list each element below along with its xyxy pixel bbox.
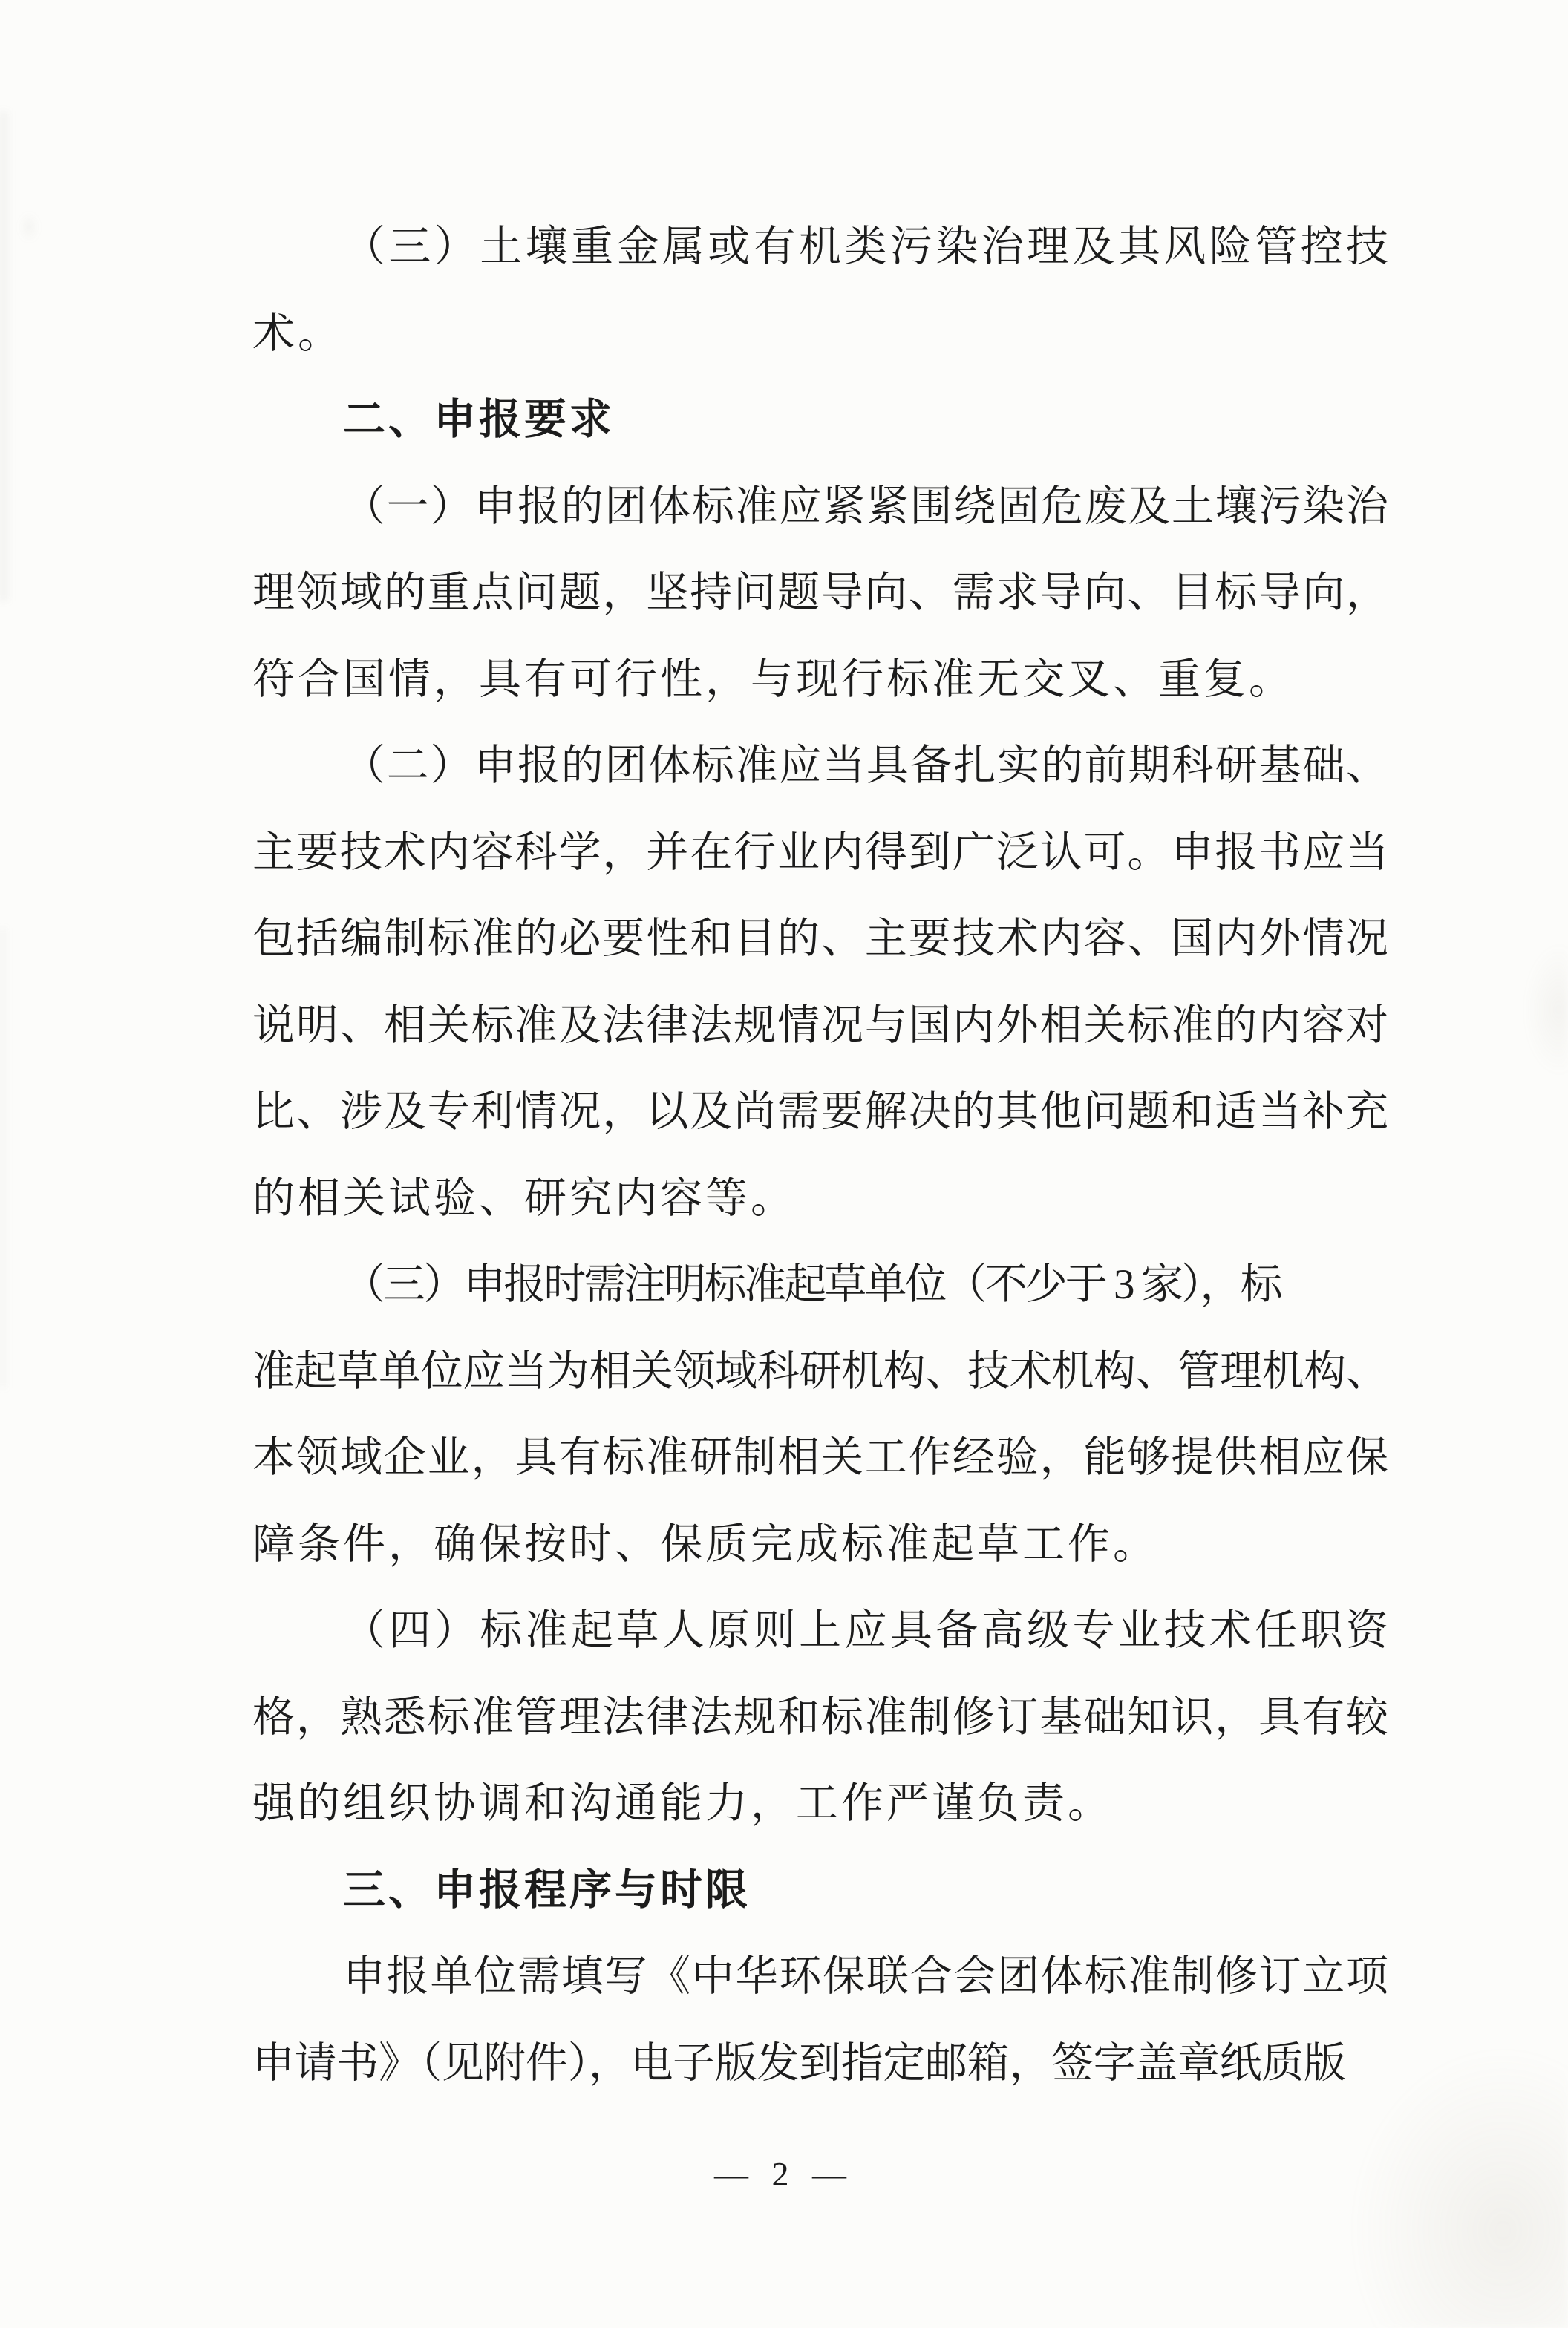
text-line: 主要技术内容科学，并在行业内得到广泛认可。申报书应当 [252, 828, 1390, 876]
text-line: 格，熟悉标准管理法律法规和标准制修订基础知识，具有较 [252, 1693, 1390, 1741]
text-line: （四）标准起草人原则上应具备高级专业技术任职资 [343, 1607, 1392, 1654]
text-line: 符合国情，具有可行性，与现行标准无交叉、重复。 [252, 655, 1294, 703]
text-line: 的相关试验、研究内容等。 [252, 1174, 796, 1222]
text-line: （一）申报的团体标准应紧紧围绕固危废及土壤污染治 [343, 483, 1390, 530]
page-number: — 2 — [714, 2155, 854, 2193]
text-line: 强的组织协调和沟通能力，工作严谨负责。 [252, 1780, 1113, 1827]
text-line: 三、申报程序与时限 [343, 1866, 751, 1914]
text-line: 说明、相关标准及法律法规情况与国内外相关标准的内容对 [252, 1001, 1390, 1049]
text-line: 障条件，确保按时、保质完成标准起草工作。 [252, 1520, 1158, 1568]
text-line: 二、申报要求 [343, 396, 615, 443]
text-line: 术。 [252, 310, 343, 357]
text-line: （三）土壤重金属或有机类污染治理及其风险管控技 [343, 223, 1392, 270]
text-line: 申报单位需填写《中华环保联合会团体标准制修订立项 [343, 1953, 1390, 2000]
text-line: 理领域的重点问题，坚持问题导向、需求导向、目标导向， [252, 569, 1390, 616]
text-line: 比、涉及专利情况，以及尚需要解决的其他问题和适当补充 [252, 1088, 1390, 1135]
text-line: （二）申报的团体标准应当具备扎实的前期科研基础、 [343, 742, 1390, 789]
text-line: 准起草单位应当为相关领域科研机构、技术机构、管理机构、 [252, 1347, 1388, 1395]
text-line: 包括编制标准的必要性和目的、主要技术内容、国内外情况 [252, 915, 1390, 962]
text-line: （三）申报时需注明标准起草单位（不少于 3 家），标 [343, 1261, 1281, 1308]
text-line: 本领域企业，具有标准研制相关工作经验，能够提供相应保 [252, 1434, 1390, 1481]
text-line: 申请书》（见附件），电子版发到指定邮箱，签字盖章纸质版 [252, 2039, 1346, 2087]
